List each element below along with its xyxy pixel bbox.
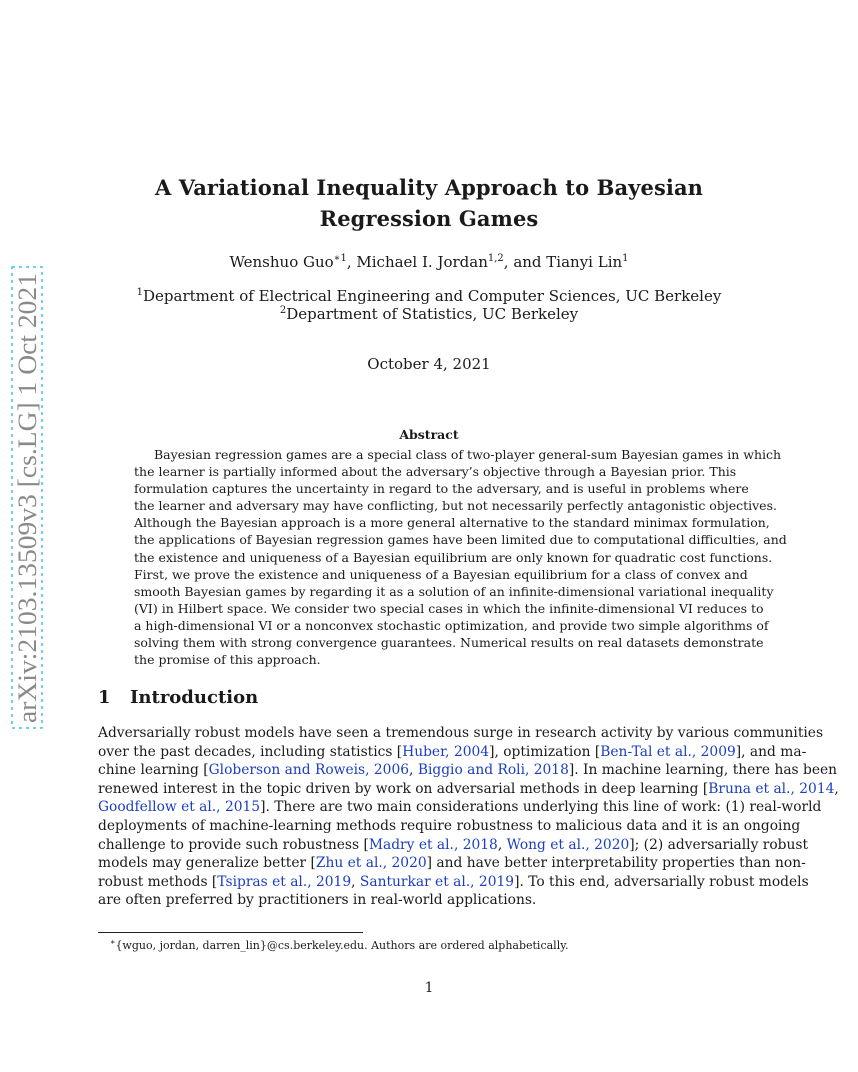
intro-text: , [409,762,418,779]
intro-text: chine learning [ [98,762,209,779]
author-guo-sup: ∗1 [333,253,347,264]
intro-text: ], optimization [ [489,743,601,760]
intro-text: over the past decades, including statistics [ [98,743,403,760]
citation-link[interactable]: Goodfellow et al., 2015 [98,799,261,816]
abstract-line: smooth Bayesian games by regarding it as a solution of an infinite-dimensional variational inequality [134,583,774,599]
author-lin: Tianyi Lin [546,253,623,271]
affiliations [0,287,858,323]
page-number: 1 [424,980,434,996]
affiliation-1-sup: 1 [136,287,144,298]
intro-text: are often preferred by practitioners in real-world applications. [98,892,537,909]
abstract-body [134,446,787,668]
intro-line [98,761,838,780]
abstract-line: the learner is partially informed about the adversary’s objective through a Bayesian prior. This [134,464,737,480]
footnote-rule [98,932,363,933]
section-heading [98,687,258,708]
intro-text: models may generalize better [ [98,855,316,872]
affiliation-2-sup: 2 [279,305,287,316]
intro-line [98,817,801,836]
affiliation-2-text: Department of Statistics, UC Berkeley [286,305,579,323]
citation-link[interactable]: Huber, 2004 [402,743,490,760]
intro-text: ]. There are two main considerations underlying this line of work: (1) real-world [260,799,822,816]
intro-text: ]; (2) adversarially robust [629,836,809,853]
author-jordan-sup: 1,2 [487,253,504,264]
author-jordan: Michael I. Jordan [356,253,488,271]
arxiv-stamp [10,265,44,730]
author-lin-sup: 1 [622,253,629,264]
intro-line [98,873,809,892]
abstract-line: the existence and uniqueness of a Bayesian equilibrium are only known for quadratic cost functions. [134,549,773,565]
abstract-line: Bayesian regression games are a special class of two-player general-sum Bayesian games in which [154,447,782,462]
abstract-heading: Abstract [399,427,459,442]
abstract-line: First, we prove the existence and uniqueness of a Bayesian equilibrium for a class of convex and [134,566,748,582]
intro-text: , [351,873,360,890]
intro-text: challenge to provide such robustness [ [98,836,369,853]
intro-text: renewed interest in the topic driven by work on adversarial methods in deep learning [ [98,780,709,797]
abstract-line: formulation captures the uncertainty in regard to the adversary, and is useful in problems where [134,481,749,497]
section-number: 1 [98,687,111,708]
intro-text: ]. In machine learning, there has been [568,762,838,779]
intro-line [98,798,822,817]
citation-link[interactable]: Zhu et al., 2020 [315,855,427,872]
citation-link[interactable]: Biggio and Roli, 2018 [417,762,569,779]
intro-line [98,891,760,910]
affiliation-2 [0,305,858,323]
intro-text: ] and have better interpretability properties than non- [426,855,806,872]
abstract-line: the applications of Bayesian regression games have been limited due to computational difficulties, and [134,532,787,548]
intro-line [98,724,824,743]
intro-text: , [834,780,839,797]
intro-line [98,854,806,873]
abstract-line: (VI) in Hilbert space. We consider two special cases in which the infinite-dimensional VI reduces to [134,600,764,616]
citation-link[interactable]: Tsipras et al., 2019 [217,873,352,890]
footnote-text: {wguo, jordan, darren_lin}@cs.berkeley.edu. Authors are ordered alphabetically. [115,939,569,952]
intro-text: , [497,836,507,853]
affiliation-1 [0,287,858,305]
intro-text: ], and ma- [735,743,807,760]
author-sep: , [346,253,357,271]
author-sep: , and [503,253,547,271]
title-line-1: A Variational Inequality Approach to Bayesian [154,175,704,200]
footnote [110,939,568,952]
intro-line [98,743,807,762]
intro-text: robust methods [ [98,873,218,890]
intro-line [98,780,839,799]
citation-link[interactable]: Ben-Tal et al., 2009 [600,743,736,760]
citation-link[interactable]: Madry et al., 2018 [368,836,498,853]
citation-link[interactable]: Globerson and Roweis, 2006 [208,762,410,779]
arxiv-stamp-text: arXiv:2103.13509v3 [cs.LG] 1 Oct 2021 [13,298,42,723]
footnote-mark: ∗ [110,937,116,947]
abstract-line: Although the Bayesian approach is a more general alternative to the standard minimax formulation, [134,515,770,531]
abstract-line: a high-dimensional VI or a nonconvex stochastic optimization, and provide two simple algorithms of [134,617,769,633]
abstract-line: the promise of this approach. [134,652,321,668]
author-list [0,253,858,271]
citation-link[interactable]: Bruna et al., 2014 [708,780,835,797]
abstract-line: solving them with strong convergence guarantees. Numerical results on real datasets demonstrate [134,635,764,651]
affiliation-1-text: Department of Electrical Engineering and Computer Sciences, UC Berkeley [143,287,722,305]
introduction-paragraph [98,724,839,910]
intro-text: ]. To this end, adversarially robust models [514,873,809,890]
abstract-line: the learner and adversary may have conflicting, but not necessarily perfectly antagonistic objectives. [134,498,777,514]
paper-date: October 4, 2021 [367,355,491,373]
intro-line [98,836,809,855]
citation-link[interactable]: Wong et al., 2020 [506,836,630,853]
title-line-2: Regression Games [319,206,539,231]
citation-link[interactable]: Santurkar et al., 2019 [359,873,515,890]
author-guo: Wenshuo Guo [229,253,334,271]
paper-title [0,172,858,234]
intro-text: Adversarially robust models have seen a tremendous surge in research activity by various communities [98,725,824,741]
intro-text: deployments of machine-learning methods require robustness to malicious data and it is an ongoing [98,817,801,834]
section-title: Introduction [130,687,259,708]
